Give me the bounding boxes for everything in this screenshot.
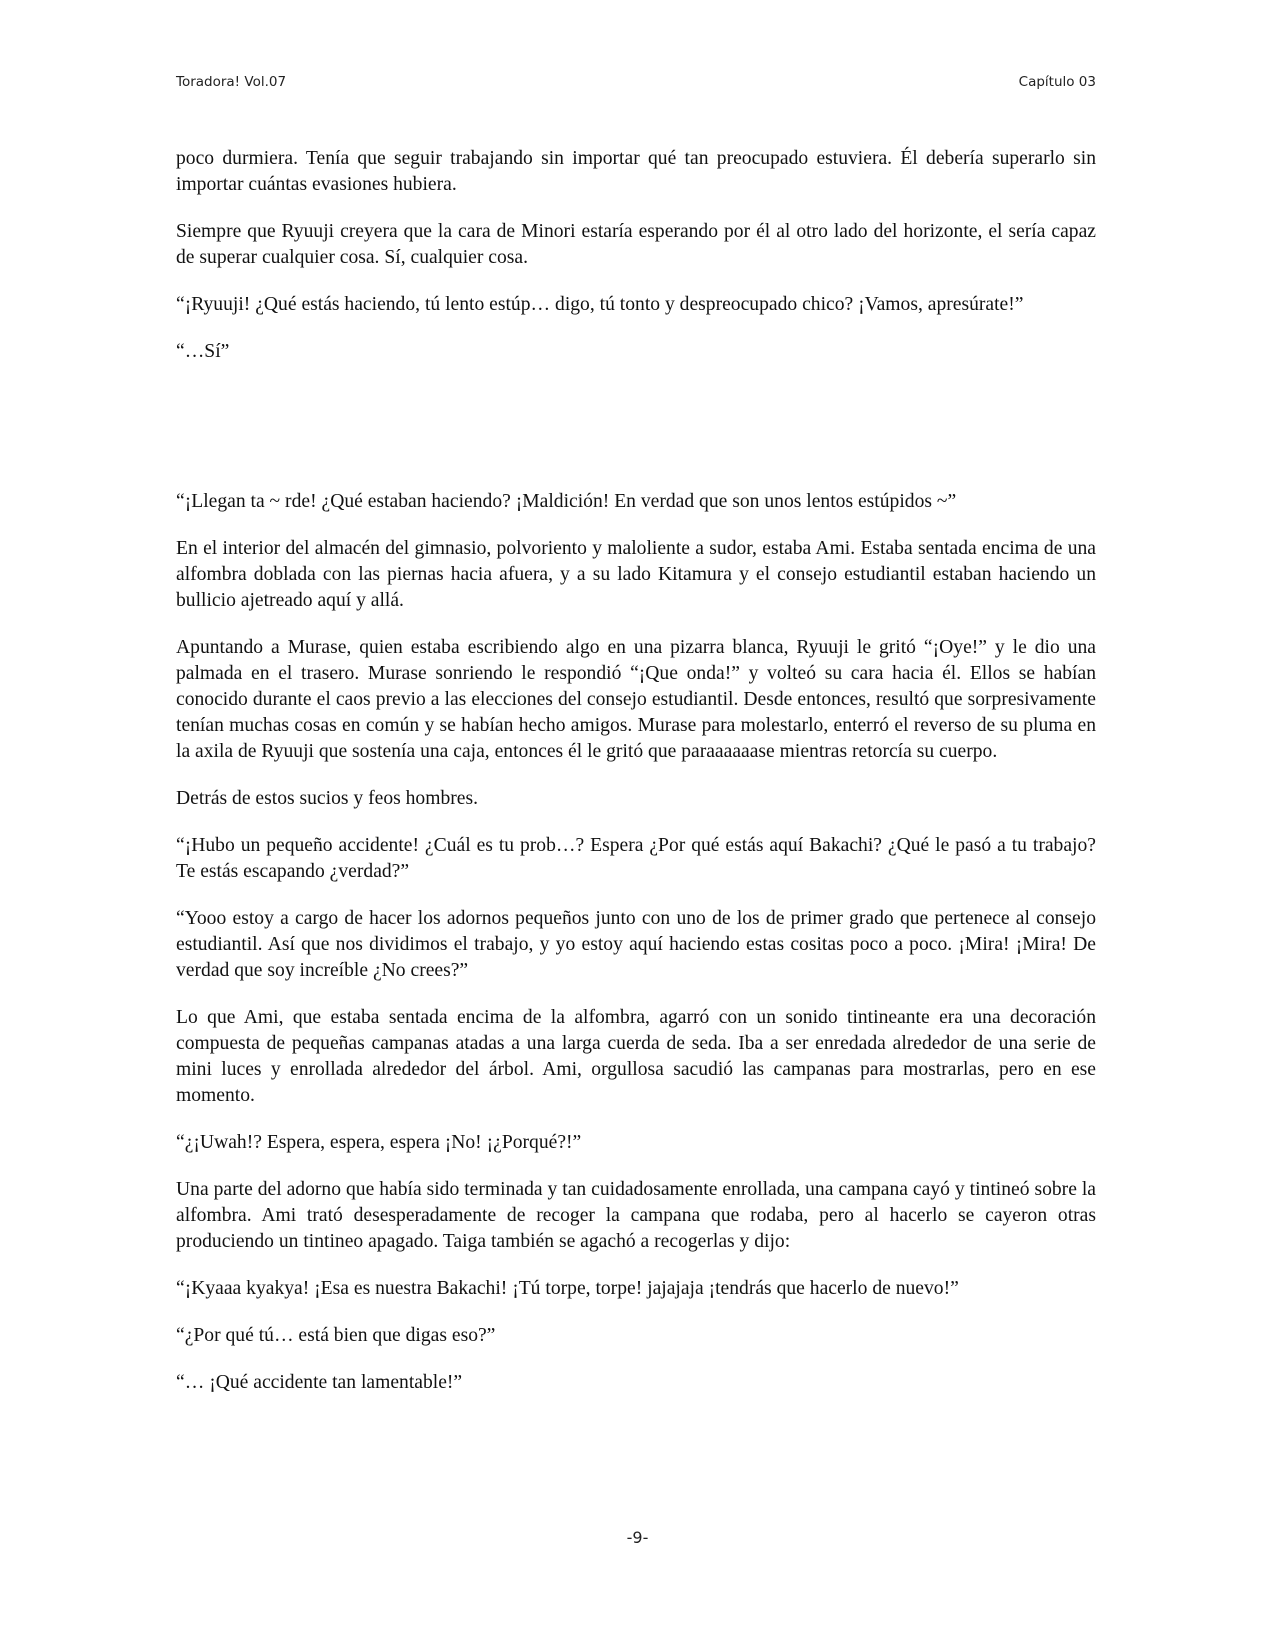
dialogue-paragraph: “¡Kyaaa kyakya! ¡Esa es nuestra Bakachi! ¡Tú torpe, torpe! jajajaja ¡tendrás que hacerlo de nuevo!” <box>176 1278 959 1299</box>
paragraph: Siempre que Ryuuji creyera que la cara de Minori estaría esperando por él al otro lado del horizonte, el sería capaz de superar cualquier cosa. Sí, cualquier cosa. <box>176 221 1096 268</box>
chapter-title: Capítulo 03 <box>1018 74 1096 90</box>
dialogue-paragraph: “…Sí” <box>176 341 230 362</box>
dialogue-paragraph: “¡Llegan ta ~ rde! ¿Qué estaban haciendo? ¡Maldición! En verdad que son unos lentos estúpidos ~” <box>176 491 957 512</box>
scene-break <box>176 386 1096 489</box>
paragraph: poco durmiera. Tenía que seguir trabajando sin importar qué tan preocupado estuviera. Él debería superarlo sin importar cuántas evasiones hubiera. <box>176 148 1096 195</box>
dialogue-paragraph: “… ¡Qué accidente tan lamentable!” <box>176 1372 463 1393</box>
paragraph: Detrás de estos sucios y feos hombres. <box>176 788 479 809</box>
paragraph: Lo que Ami, que estaba sentada encima de la alfombra, agarró con un sonido tintineante era una decoración compuesta de pequeñas campanas atadas a una larga cuerda de seda. Iba a ser enredada alrededor de una serie de mini luces y enrollada alrededor del árbol. Ami, orgullosa sacudió las campanas para mostrarlas, pero en ese momento. <box>176 1007 1096 1106</box>
page-header <box>176 74 1096 94</box>
paragraph: Una parte del adorno que había sido terminada y tan cuidadosamente enrollada, una campana cayó y tintineó sobre la alfombra. Ami trató desesperadamente de recoger la campana que rodaba, pero al hacerlo se cayeron otras produciendo un tintineo apagado. Taiga también se agachó a recogerlas y dijo: <box>176 1179 1096 1252</box>
dialogue-paragraph: “¿¡Uwah!? Espera, espera, espera ¡No! ¡¿Porqué?!” <box>176 1132 582 1153</box>
dialogue-paragraph: “Yooo estoy a cargo de hacer los adornos pequeños junto con uno de los de primer grado que pertenece al consejo estudiantil. Así que nos dividimos el trabajo, y yo estoy aquí haciendo estas cositas poco a poco. ¡Mira! ¡Mira! De verdad que soy increíble ¿No crees?” <box>176 908 1096 981</box>
paragraph: Apuntando a Murase, quien estaba escribiendo algo en una pizarra blanca, Ryuuji le gritó “¡Oye!” y le dio una palmada en el trasero. Murase sonriendo le respondió “¡Que onda!” y volteó su cara hacia él. Ellos se habían conocido durante el caos previo a las elecciones del consejo estudiantil. Desde entonces, resultó que sorpresivamente tenían muchas cosas en común y se habían hecho amigos. Murase para molestarlo, enterró el reverso de su pluma en la axila de Ryuuji que sostenía una caja, entonces él le gritó que paraaaaaase mientras retorcía su cuerpo. <box>176 637 1096 762</box>
paragraph: En el interior del almacén del gimnasio, polvoriento y maloliente a sudor, estaba Ami. Estaba sentada encima de una alfombra doblada con las piernas hacia afuera, y a su lado Kitamura y el consejo estudiantil estaban haciendo un bullicio ajetreado aquí y allá. <box>176 538 1096 611</box>
dialogue-paragraph: “¡Ryuuji! ¿Qué estás haciendo, tú lento estúp… digo, tú tonto y despreocupado chico? ¡Vamos, apresúrate!” <box>176 294 1024 315</box>
body-text <box>176 146 1096 1417</box>
dialogue-paragraph: “¡Hubo un pequeño accidente! ¿Cuál es tu prob…? Espera ¿Por qué estás aquí Bakachi? ¿Qué le pasó a tu trabajo? Te estás escapando ¿verdad?” <box>176 835 1096 882</box>
dialogue-paragraph: “¿Por qué tú… está bien que digas eso?” <box>176 1325 496 1346</box>
book-title: Toradora! Vol.07 <box>176 74 287 90</box>
page-number: -9- <box>626 1528 649 1547</box>
